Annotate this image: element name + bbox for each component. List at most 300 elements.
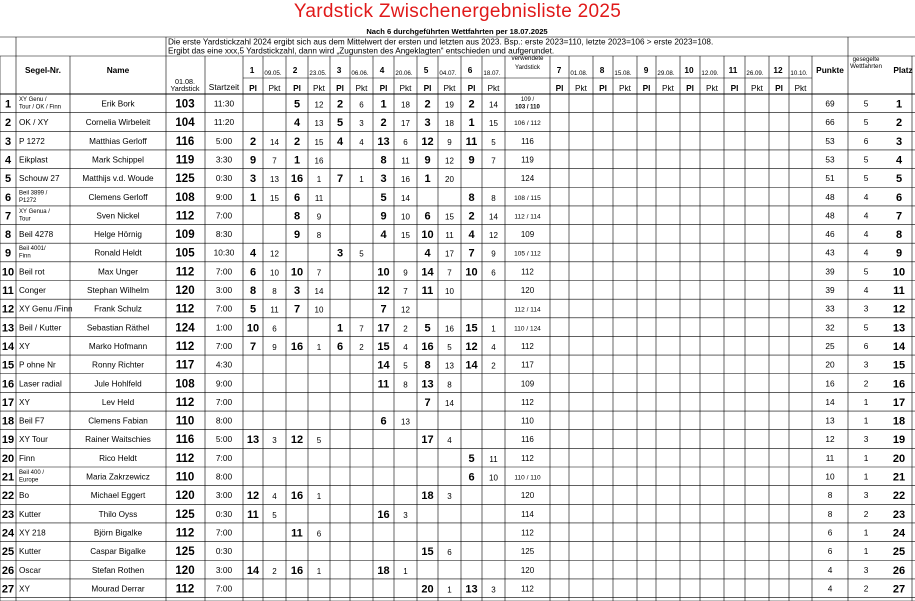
header-pkt: Pkt [706,83,718,93]
row-used-yardstick: 110 / 110 [514,474,541,482]
row-race-place: 13 [246,434,260,447]
row-segel: Kutter [19,547,41,557]
row-races-count: 1 [863,452,869,463]
row-race-place: 20 [421,583,434,596]
row-race-place: 2 [468,98,475,111]
row-startzeit: 7:00 [215,266,233,277]
row-race-points: 4 [272,492,277,502]
row-yardstick: 103 [175,98,195,111]
header-gesegelte-1: gesegelte [852,56,880,63]
row-used-yardstick: 109 / [520,97,535,103]
row-startzeit: 7:00 [215,303,233,314]
row-race-points: 14 [401,193,410,203]
row-race-place: 9 [424,154,431,167]
row-place: 6 [895,191,903,204]
row-name: Rainer Waitschies [85,435,151,445]
row-race-place: 4 [293,117,301,130]
row-race-points: 12 [270,249,279,259]
row-place: 27 [892,583,906,596]
row-race-points: 16 [314,156,324,166]
row-yardstick: 117 [175,359,195,372]
row-race-place: 3 [336,247,344,260]
row-startzeit: 10:30 [213,247,235,258]
row-race-place: 16 [290,173,304,186]
row-race-points: 8 [272,287,277,296]
row-race-points: 6 [316,529,322,539]
row-race-points: 13 [401,417,410,427]
race-number-8: 8 [599,65,605,75]
row-segel-cont: Finn [19,253,31,260]
row-name: Sven Nickel [96,211,140,221]
row-race-place: 5 [424,322,431,335]
row-race-points: 9 [447,137,452,147]
row-race-points: 12 [401,305,410,315]
row-race-points: 10 [445,287,454,296]
row-segel-cont: P1272 [19,197,37,204]
row-races-count: 5 [863,98,869,109]
row-yardstick: 112 [175,452,195,465]
row-name: Jule Hohlfeld [94,379,142,389]
row-points: 6 [827,546,833,557]
row-used-yardstick: 109 [520,230,535,240]
row-rank: 19 [1,434,15,447]
row-race-points: 11 [314,193,324,203]
row-race-points: 7 [359,324,364,334]
info-line-1: Die erste Yardstickzahl 2024 ergibt sich aus dem Mittelwert der ersten und letzten aus 2023. Bsp.: erste 2023=110, letzte 2023=106 > erste 2023=108. [168,37,714,47]
row-races-count: 1 [863,396,869,407]
row-race-place: 1 [380,98,387,111]
row-race-place: 2 [293,135,301,148]
row-used-yardstick: 114 [521,509,534,519]
header-pl: Pl [467,83,476,93]
row-races-count: 3 [863,564,869,575]
race-number-2: 2 [292,65,298,75]
row-points: 12 [825,434,835,445]
row-place: 22 [892,490,906,503]
row-place: 7 [895,210,903,223]
row-used-yardstick: 124 [520,174,535,184]
header-pl: Pl [730,83,739,93]
row-startzeit: 9:00 [215,191,233,202]
row-race-place: 16 [290,340,304,353]
row-used-yardstick: 112 [521,267,534,277]
row-race-place: 9 [293,229,301,242]
race-date-4: 20.06. [395,70,413,77]
row-place: 1 [895,98,903,111]
row-yardstick: 112 [175,583,195,596]
row-name: Max Unger [97,267,139,277]
row-yardstick: 112 [175,266,195,279]
row-race-place: 9 [468,154,475,167]
row-race-place: 14 [246,564,260,577]
row-startzeit: 5:00 [215,135,233,146]
header-pl: Pl [775,83,783,93]
row-race-points: 15 [489,119,498,129]
row-segel: XY [19,397,30,407]
row-place: 12 [892,303,906,316]
row-race-place: 10 [290,266,304,279]
row-name: Mark Schippel [92,155,144,165]
row-rank: 20 [1,452,15,465]
row-rank: 6 [4,191,12,204]
header-pl: Pl [599,83,607,93]
row-points: 6 [827,527,833,538]
row-points: 33 [825,303,835,314]
row-place: 3 [895,135,903,148]
row-race-points: 10 [489,473,498,483]
row-place: 21 [892,471,906,484]
row-race-place: 14 [465,359,478,372]
race-number-6: 6 [467,65,473,75]
row-place: 19 [892,434,906,447]
row-used-yardstick: 112 [521,453,534,463]
row-startzeit: 1:00 [215,322,233,333]
race-number-9: 9 [643,65,649,75]
row-startzeit: 8:00 [215,471,233,482]
row-rank: 3 [4,135,12,148]
row-race-place: 9 [249,154,257,167]
row-rank: 22 [1,490,15,503]
row-name: Maria Zakrzewicz [86,472,150,482]
header-platz: Platz [893,65,913,75]
row-race-points: 1 [316,342,322,352]
row-used-yardstick: 116 [521,136,534,146]
header-startzeit: Startzeit [208,82,240,92]
row-races-count: 3 [863,490,869,501]
row-race-points: 18 [445,119,454,129]
race-date-10: 12.09. [701,70,719,77]
row-race-place: 7 [424,396,431,409]
row-segel: XY Tour [19,435,48,445]
row-race-points: 16 [445,324,454,334]
row-yardstick: 108 [175,191,195,204]
row-races-count: 1 [863,527,869,538]
row-name: Stefan Rothen [91,565,145,575]
row-name: Matthias Gerloff [89,136,147,146]
row-race-points: 8 [316,231,322,241]
row-races-count: 1 [863,471,869,482]
row-race-points: 3 [272,436,277,446]
row-place: 26 [892,564,906,577]
row-race-place: 16 [290,564,304,577]
row-place: 11 [893,285,905,297]
row-segel: XY [19,341,30,351]
row-race-place: 2 [249,135,257,148]
header-pl: Pl [249,83,257,93]
row-race-points: 5 [316,436,322,446]
row-startzeit: 7:00 [215,527,233,538]
row-yardstick: 125 [175,173,195,186]
header-pkt: Pkt [268,83,281,93]
row-rank: 4 [4,154,12,167]
row-points: 39 [825,266,835,277]
row-races-count: 1 [863,415,869,426]
row-race-place: 5 [380,191,387,204]
row-race-points: 1 [359,175,364,185]
row-place: 24 [892,527,906,540]
row-race-points: 9 [316,212,322,222]
row-rank: 11 [2,285,14,297]
row-points: 46 [825,229,835,240]
row-race-points: 4 [359,137,364,147]
row-race-points: 7 [272,156,277,166]
row-segel: Beil 4001/ [19,246,46,253]
race-date-5: 04.07. [439,70,457,77]
row-race-place: 16 [421,340,434,353]
row-points: 16 [825,378,835,389]
row-race-place: 4 [336,135,344,148]
row-races-count: 2 [863,583,869,594]
row-race-place: 16 [290,490,304,503]
header-pl: Pl [423,83,432,93]
row-used-yardstick: 106 / 112 [514,120,541,128]
row-points: 66 [825,117,835,128]
row-used-yardstick: 112 [521,341,534,351]
row-points: 51 [825,173,835,184]
row-used-yardstick: 112 [521,528,534,538]
row-startzeit: 11:30 [213,98,235,109]
row-used-yardstick: 108 / 115 [514,194,541,202]
row-yardstick: 124 [175,322,195,335]
row-used-yardstick: 112 [521,397,534,407]
row-startzeit: 7:00 [215,452,233,463]
row-race-place: 3 [293,285,301,297]
header-pkt: Pkt [751,83,763,93]
row-race-points: 2 [491,361,496,371]
race-date-6: 18.07. [483,70,501,77]
row-race-points: 3 [403,510,408,520]
header-used-1: verwendete [511,55,544,62]
row-race-place: 13 [421,378,434,391]
header-pkt: Pkt [619,83,631,93]
row-startzeit: 0:30 [215,173,233,184]
row-race-place: 4 [380,229,387,242]
subtitle: Nach 6 durchgeführten Wettfahrten per 18.07.2025 [366,27,548,36]
row-race-place: 9 [380,210,387,223]
row-used-yardstick-cont: 103 / 110 [515,104,540,111]
row-rank: 21 [1,471,15,484]
row-name: Björn Bigalke [93,528,143,538]
row-race-points: 4 [491,342,496,352]
row-race-place: 7 [380,303,387,316]
row-points: 8 [827,508,833,519]
row-race-place: 11 [247,508,259,521]
row-yardstick: 112 [175,396,195,409]
row-startzeit: 0:30 [215,508,233,519]
row-race-points: 10 [270,268,279,278]
row-race-place: 6 [424,210,431,223]
row-races-count: 3 [863,434,869,445]
race-date-1: 09.05. [264,70,282,77]
header-pl: Pl [555,83,564,93]
row-race-place: 12 [377,285,390,297]
row-rank: 7 [4,210,12,223]
row-used-yardstick: 110 [521,416,534,426]
row-race-points: 14 [270,137,279,147]
row-place: 20 [892,452,906,465]
row-place: 23 [892,508,906,521]
row-points: 48 [825,210,835,221]
race-number-5: 5 [423,65,429,75]
race-date-3: 06.06. [351,70,369,77]
row-rank: 18 [1,415,15,428]
row-race-points: 10 [314,305,324,315]
row-race-place: 10 [246,322,260,335]
row-place: 2 [895,117,903,130]
row-place: 25 [892,546,906,559]
row-race-points: 15 [401,231,410,241]
row-points: 53 [825,154,835,165]
race-date-12: 10.10. [790,70,808,77]
row-race-place: 2 [424,98,431,111]
row-points: 48 [825,191,835,202]
row-race-points: 15 [445,212,454,222]
row-race-place: 11 [421,285,434,297]
row-place: 16 [892,378,906,391]
race-number-10: 10 [684,65,694,75]
row-used-yardstick: 105 / 112 [514,250,541,258]
row-race-points: 8 [491,193,496,203]
row-race-place: 10 [377,266,390,279]
row-name: Clemens Gerloff [88,192,148,202]
row-name: Matthijs v.d. Woude [82,174,154,184]
row-rank: 8 [4,229,12,242]
row-points: 53 [825,135,835,146]
row-race-place: 12 [246,490,260,503]
row-race-place: 13 [377,135,390,148]
row-race-place: 18 [421,490,434,503]
row-segel: Kutter [19,509,41,519]
row-race-place: 1 [249,191,257,204]
row-rank: 23 [1,508,15,521]
row-segel: P 1272 [19,136,45,146]
row-race-points: 13 [445,361,454,371]
header-pl: Pl [642,83,651,93]
row-startzeit: 7:00 [215,210,233,221]
row-race-place: 5 [249,303,257,316]
row-yardstick: 110 [175,415,195,428]
header-pkt: Pkt [313,83,325,93]
row-race-place: 17 [377,322,390,335]
row-races-count: 6 [863,135,869,146]
row-name: Michael Eggert [90,491,146,501]
row-race-place: 6 [336,340,344,353]
header-pkt: Pkt [575,83,587,93]
row-race-place: 6 [380,415,387,428]
row-yardstick: 119 [175,154,195,167]
row-race-points: 14 [445,398,454,408]
row-startzeit: 3:30 [215,154,233,165]
row-place: 14 [892,340,906,353]
race-number-4: 4 [379,65,385,75]
row-yardstick: 108 [175,378,195,391]
header-pl: Pl [293,83,301,93]
row-place: 18 [892,415,906,428]
row-place: 17 [892,396,906,409]
row-race-points: 6 [359,100,364,110]
row-segel: Beil / Kutter [19,323,62,333]
row-race-place: 7 [293,303,301,316]
row-race-points: 1 [316,175,322,185]
row-rank: 2 [4,117,12,130]
row-startzeit: 4:30 [215,359,233,370]
row-races-count: 5 [863,154,869,165]
row-place: 8 [895,229,903,242]
row-race-place: 8 [249,285,257,297]
row-race-place: 5 [293,98,301,111]
row-yardstick: 112 [175,527,195,540]
row-race-points: 8 [403,380,408,390]
row-race-points: 3 [359,119,364,129]
row-race-points: 3 [491,585,496,595]
row-race-points: 7 [447,268,452,278]
row-segel: Conger [19,286,46,295]
row-race-place: 6 [293,191,301,204]
header-ys-label: Yardstick [170,84,200,93]
header-used-2: Yardstick [515,64,540,71]
row-yardstick: 125 [175,508,195,521]
row-used-yardstick: 117 [521,360,534,370]
header-pl: Pl [686,83,694,93]
row-startzeit: 3:00 [215,564,233,575]
row-races-count: 1 [863,546,869,557]
row-place: 9 [895,247,903,260]
row-race-place: 14 [421,266,434,279]
header-pkt: Pkt [487,83,500,93]
row-race-place: 6 [249,266,257,279]
row-races-count: 5 [863,173,869,184]
row-race-place: 8 [424,359,431,372]
row-name: Marko Hofmann [88,341,148,351]
row-used-yardstick: 112 / 114 [514,213,541,221]
row-race-points: 12 [314,100,324,110]
row-segel: XY Genu / [19,97,47,103]
row-races-count: 2 [863,508,869,519]
row-name: Sebastian Räthel [86,323,150,333]
row-rank: 16 [1,378,15,391]
row-segel: XY Genu /Finn [19,304,73,314]
row-yardstick: 120 [175,285,195,297]
row-race-place: 7 [336,173,344,186]
row-segel: Schouw 27 [19,174,60,184]
row-points: 10 [825,471,835,482]
row-race-place: 2 [336,98,344,111]
row-race-points: 14 [314,287,324,296]
row-name: Helge Hörnig [94,230,142,240]
row-race-points: 11 [489,454,498,464]
header-pkt: Pkt [443,83,456,93]
row-race-points: 13 [314,119,324,129]
row-name: Thilo Oyss [98,509,138,519]
row-race-place: 15 [465,322,478,335]
row-place: 10 [892,266,906,279]
row-race-place: 4 [468,229,475,242]
row-race-points: 6 [491,268,496,278]
row-points: 13 [825,415,835,426]
row-race-place: 2 [380,117,387,130]
header-pkt: Pkt [794,83,807,93]
race-number-12: 12 [773,65,783,75]
row-race-place: 11 [465,135,478,148]
row-yardstick: 116 [175,135,195,148]
race-number-7: 7 [556,65,562,75]
row-rank: 26 [1,564,15,577]
row-race-place: 1 [424,173,431,186]
row-race-points: 16 [401,175,410,185]
row-segel: Eikplast [19,155,48,165]
race-number-3: 3 [336,65,342,75]
page-title: Yardstick Zwischenergebnisliste 2025 [293,1,622,22]
